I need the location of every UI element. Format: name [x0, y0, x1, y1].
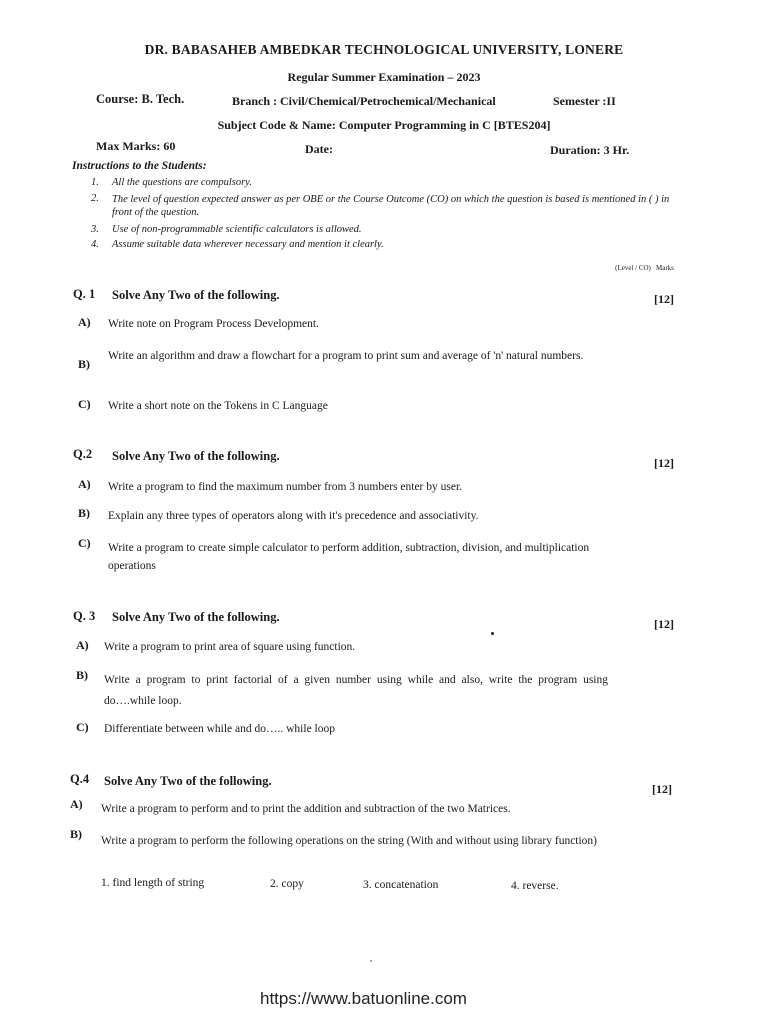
question-title: Solve Any Two of the following.	[112, 449, 280, 463]
instruction-num: 2.	[91, 193, 99, 204]
sub-question-text: Write a program to create simple calculator to perform addition, subtraction, division, and multiplication operations	[108, 542, 590, 572]
semester-label: Semester :II	[553, 94, 616, 108]
instruction-text: Use of non-programmable scientific calculators is allowed.	[112, 224, 362, 235]
subject-title: Subject Code & Name: Computer Programming in C [BTES204]	[217, 118, 551, 132]
stray-mark	[370, 960, 372, 962]
question-title: Solve Any Two of the following.	[112, 610, 280, 624]
string-operation-item: 1. find length of string	[101, 877, 205, 889]
max-marks: Max Marks: 60	[96, 139, 176, 153]
exam-title: Regular Summer Examination – 2023	[287, 70, 481, 84]
sub-question-label: B)	[78, 506, 90, 520]
question-number: Q. 3	[73, 609, 96, 623]
instruction-num: 1.	[91, 177, 99, 188]
sub-question-label: A)	[70, 797, 83, 811]
string-operation-item: 2. copy	[270, 878, 304, 890]
stray-mark	[491, 632, 494, 635]
question-marks: [12]	[652, 782, 672, 796]
date-label: Date:	[305, 142, 333, 156]
sub-question-text: Write an algorithm and draw a flowchart for a program to print sum and average of 'n' natural numbers.	[108, 350, 584, 362]
question-title: Solve Any Two of the following.	[112, 288, 280, 302]
question-number: Q.2	[73, 447, 93, 461]
marks-header: Marks	[656, 264, 674, 272]
sub-question-text: Differentiate between while and do….. while loop	[104, 723, 335, 735]
sub-question-text: Write a program to print factorial of a given number using while and also, write the program using do….while loop.	[104, 674, 608, 707]
sub-question-text: Write a program to find the maximum number from 3 numbers enter by user.	[108, 481, 463, 493]
question-marks: [12]	[654, 456, 674, 470]
university-title: DR. BABASAHEB AMBEDKAR TECHNOLOGICAL UNIVERSITY, LONERE	[144, 42, 624, 57]
sub-question-label: A)	[78, 477, 91, 491]
question-number: Q. 1	[73, 287, 96, 301]
sub-question-label: A)	[76, 638, 89, 652]
sub-question-label: C)	[78, 536, 91, 550]
question-marks: [12]	[654, 617, 674, 631]
question-number: Q.4	[70, 772, 90, 786]
string-operation-item: 3. concatenation	[363, 879, 439, 891]
sub-question-text: Write a program to print area of square using function.	[104, 641, 356, 653]
duration-label: Duration: 3 Hr.	[550, 143, 630, 157]
sub-question-label: B)	[70, 827, 82, 841]
sub-question-label: A)	[78, 315, 91, 329]
instruction-text: Assume suitable data wherever necessary and mention it clearly.	[112, 239, 384, 250]
footer-url[interactable]: https://www.batuonline.com	[260, 989, 467, 1008]
sub-question-label: C)	[78, 397, 91, 411]
string-operation-item: 4. reverse.	[511, 880, 559, 892]
question-title: Solve Any Two of the following.	[104, 774, 272, 788]
sub-question-text: Write note on Program Process Development.	[108, 318, 319, 330]
instructions-title: Instructions to the Students:	[72, 160, 207, 172]
sub-question-text: Write a short note on the Tokens in C Language	[108, 400, 328, 412]
sub-question-text: Write a program to perform the following operations on the string (With and without using library function)	[101, 835, 598, 847]
question-marks: [12]	[654, 292, 674, 306]
instruction-num: 3.	[91, 224, 99, 235]
sub-question-text: Write a program to perform and to print the addition and subtraction of the two Matrices.	[101, 803, 511, 815]
instruction-text: All the questions are compulsory.	[112, 177, 252, 188]
sub-question-text: Explain any three types of operators along with it's precedence and associativity.	[108, 510, 479, 522]
course-label: Course: B. Tech.	[96, 92, 185, 106]
level-co-header: (Level / CO)	[615, 264, 651, 272]
sub-question-label: B)	[76, 668, 88, 682]
instruction-num: 4.	[91, 239, 99, 250]
sub-question-label: B)	[78, 357, 90, 371]
sub-question-label: C)	[76, 720, 89, 734]
branch-label: Branch : Civil/Chemical/Petrochemical/Mechanical	[232, 94, 496, 108]
instruction-text: The level of question expected answer as per OBE or the Course Outcome (CO) on which the question is based is mentioned in ( ) in front of the question.	[112, 194, 670, 218]
